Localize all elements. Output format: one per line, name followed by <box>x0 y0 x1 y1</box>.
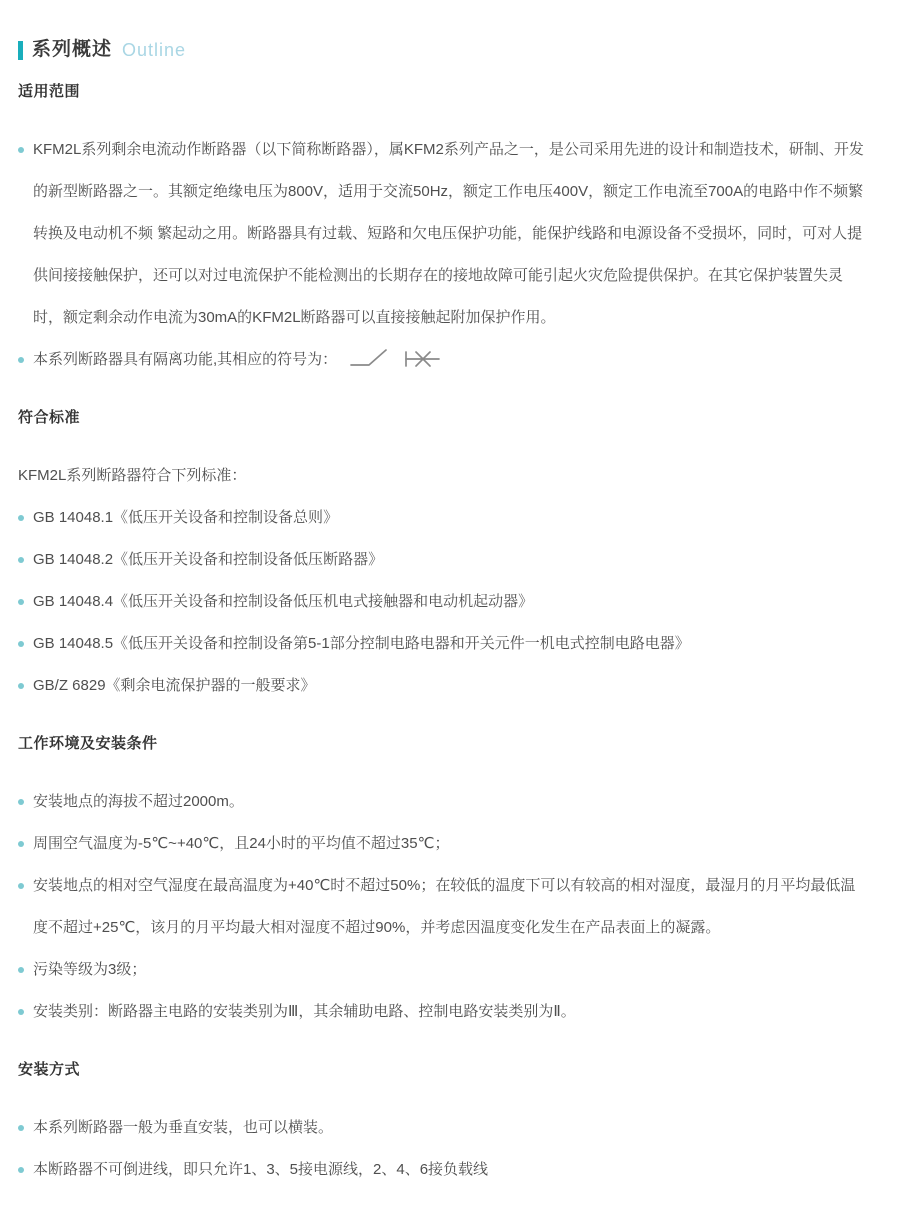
bullet-icon <box>18 883 24 889</box>
bullet-icon <box>18 147 24 153</box>
page-subtitle: Outline <box>122 40 187 60</box>
section-environment <box>18 723 870 1033</box>
breaker-contact-symbol <box>399 346 443 370</box>
bullet-icon <box>18 683 24 689</box>
document-body <box>18 71 870 1191</box>
bullet-icon <box>18 557 24 563</box>
bullet-icon <box>18 1009 24 1015</box>
item-text: GB/Z 6829《剩余电流保护器的一般要求》 <box>33 677 316 694</box>
list-item <box>18 129 870 339</box>
list-item <box>18 339 870 381</box>
section-heading-installation: 安装方式 <box>18 1061 81 1078</box>
list-item <box>18 497 870 539</box>
bullet-icon <box>18 799 24 805</box>
bullet-icon <box>18 599 24 605</box>
list-item <box>18 581 870 623</box>
list-item <box>18 823 870 865</box>
list-item <box>18 665 870 707</box>
intro-line <box>18 455 870 497</box>
list-item <box>18 991 870 1033</box>
item-text: KFM2L系列断路器符合下列标准： <box>18 467 247 484</box>
section-installation <box>18 1049 870 1191</box>
item-text: GB 14048.1《低压开关设备和控制设备总则》 <box>33 509 339 526</box>
bullet-icon <box>18 357 24 363</box>
item-text: 本系列断路器具有隔离功能,其相应的符号为： <box>33 351 338 368</box>
isolator-switch-symbol <box>349 346 391 370</box>
section-heading-environment: 工作环境及安装条件 <box>18 735 158 752</box>
item-text: KFM2L系列剩余电流动作断路器（以下简称断路器），属KFM2系列产品之一，是公司采用先进的设计和制造技术，研制、开发的新型断路器之一。其额定绝缘电压为800V，适用于交流50Hz，额定工作电压400V，额定工作电流至700A的电路中作不频繁转换及电动机不频 繁起动之用。断路器具有过载、短路和欠电压保护功能，能保护线路和电源设备不受损坏，同时，可对人提供间接接触保护，还可以对过电流保护不能检测出的长期存在的接地故障可能引起火灾危险提供保护。在其它保护装置失灵时，额定剩余动作电流为30mA的KFM2L断路器可以直接接触起附加保护作用。 <box>33 141 864 326</box>
bullet-icon <box>18 1125 24 1131</box>
item-text: GB 14048.5《低压开关设备和控制设备第5-1部分控制电路电器和开关元件一机电式控制电路电器》 <box>33 635 690 652</box>
bullet-icon <box>18 641 24 647</box>
bullet-icon <box>18 515 24 521</box>
item-text: 本系列断路器一般为垂直安装，也可以横装。 <box>33 1119 334 1136</box>
item-text: 本断路器不可倒进线，即只允许1、3、5接电源线，2、4、6接负载线 <box>33 1161 489 1178</box>
bullet-icon <box>18 1167 24 1173</box>
item-text: GB 14048.4《低压开关设备和控制设备低压机电式接触器和电动机起动器》 <box>33 593 534 610</box>
list-item <box>18 1107 870 1149</box>
section-standards <box>18 397 870 707</box>
item-text: GB 14048.2《低压开关设备和控制设备低压断路器》 <box>33 551 384 568</box>
item-text: 安装类别：断路器主电路的安装类别为Ⅲ，其余辅助电路、控制电路安装类别为Ⅱ。 <box>33 1003 576 1020</box>
section-heading-standards: 符合标准 <box>18 409 81 426</box>
list-item <box>18 781 870 823</box>
page-title: 系列概述 <box>32 39 113 60</box>
section-scope <box>18 71 870 381</box>
list-item <box>18 1149 870 1191</box>
item-text: 污染等级为3级； <box>33 961 147 978</box>
list-item <box>18 949 870 991</box>
document-title <box>18 29 870 71</box>
section-heading-scope: 适用范围 <box>18 83 81 100</box>
bullet-icon <box>18 967 24 973</box>
bullet-icon <box>18 841 24 847</box>
accent-bar-icon <box>18 41 23 60</box>
list-item <box>18 623 870 665</box>
item-text: 安装地点的相对空气湿度在最高温度为+40℃时不超过50%；在较低的温度下可以有较高的相对湿度，最湿月的月平均最低温度不超过+25℃，该月的月平均最大相对湿度不超过90%，并考虑因温度变化发生在产品表面上的凝露。 <box>33 877 856 936</box>
item-text: 安装地点的海拔不超过2000m。 <box>33 793 244 810</box>
list-item <box>18 865 870 949</box>
list-item <box>18 539 870 581</box>
item-text: 周围空气温度为-5℃~+40℃，且24小时的平均值不超过35℃； <box>33 835 450 852</box>
